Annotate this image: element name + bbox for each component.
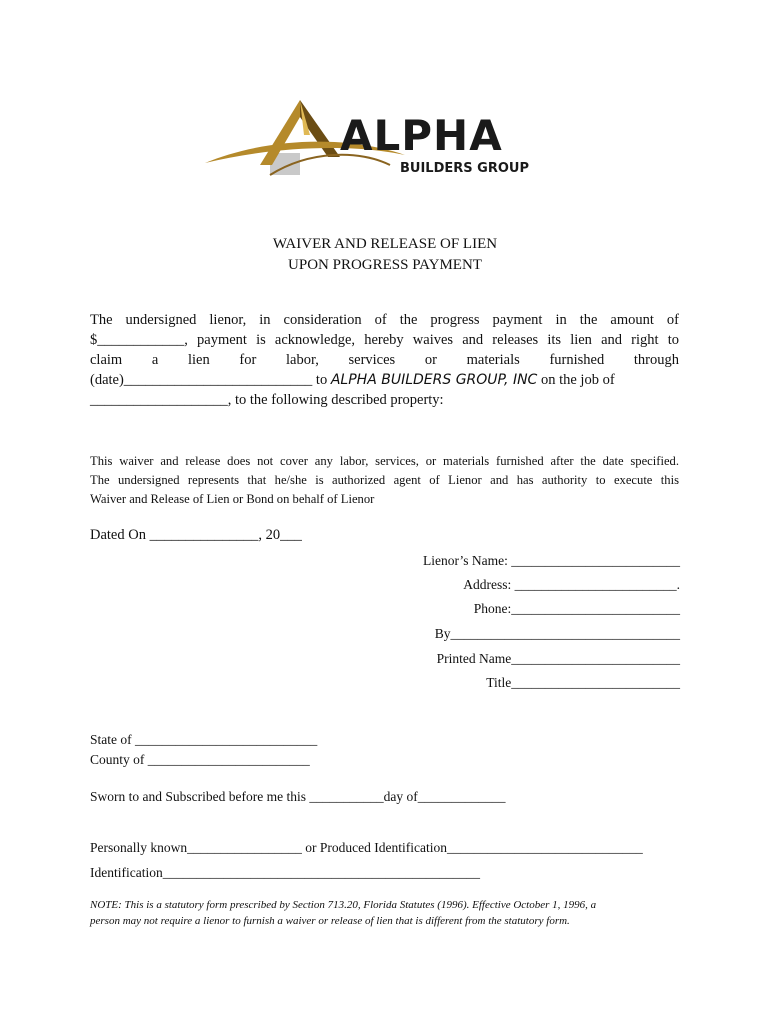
- release-line-5: ___________________, to the following described property:: [90, 392, 444, 408]
- disclaimer-paragraph: [90, 452, 679, 509]
- sworn-subscribed-field: Sworn to and Subscribed before me this ___________day of_____________: [90, 789, 506, 804]
- county-of-field: County of ________________________: [90, 752, 310, 767]
- release-line-1: The undersigned lienor, in consideration of the progress payment in the amount of: [90, 312, 679, 328]
- state-of-field: State of ___________________________: [90, 732, 318, 747]
- logo-brand-text: ALPHA: [340, 111, 503, 160]
- release-line-4-end: on the job of: [537, 372, 615, 388]
- lienor-by-field: By__________________________________: [434, 626, 680, 641]
- disclaimer-line-1: This waiver and release does not cover any labor, services, or materials furnished after the date specified.: [90, 454, 679, 468]
- document-title-line1: WAIVER AND RELEASE OF LIEN: [272, 236, 498, 252]
- logo-tagline-text: BUILDERS GROUP: [400, 161, 529, 176]
- disclaimer-line-2: The undersigned represents that he/she is authorized agent of Lienor and has authority to execute this: [90, 473, 679, 487]
- lienor-printed-name-field: Printed Name_________________________: [436, 651, 680, 666]
- release-line-4: [90, 370, 679, 390]
- lienor-phone-field: Phone:_________________________: [473, 601, 680, 616]
- release-line-2: $____________, payment is acknowledge, hereby waives and releases its lien and right to: [90, 332, 679, 348]
- document-title-line2: UPON PROGRESS PAYMENT: [288, 257, 482, 273]
- lienor-title-field: Title_________________________: [486, 675, 680, 690]
- lienor-address-field: Address: ________________________.: [463, 577, 680, 592]
- dated-on-field: Dated On _______________, 20___: [90, 527, 302, 543]
- statutory-note: [90, 897, 680, 929]
- release-line-4-start: (date)__________________________ to: [90, 372, 331, 388]
- release-line-3: claim a lien for labor, services or materials furnished through: [90, 352, 679, 368]
- company-logo: [200, 95, 570, 185]
- identification-field: Identification_______________________________________________: [90, 865, 480, 880]
- alpha-logo-graphic: [200, 95, 570, 185]
- statutory-note-line-2: person may not require a lienor to furnish a waiver or release of lien that is different from the statutory form.: [90, 915, 570, 927]
- release-paragraph: [90, 310, 679, 410]
- statutory-note-line-1: NOTE: This is a statutory form prescribed by Section 713.20, Florida Statutes (1996). Effective October 1, 1996, a: [90, 899, 597, 911]
- lienor-name-field: Lienor’s Name: _________________________: [423, 553, 680, 568]
- personally-known-field: Personally known_________________ or Produced Identification_____________________________: [90, 840, 643, 855]
- company-name: ALPHA BUILDERS GROUP, INC: [330, 372, 538, 388]
- disclaimer-line-3: Waiver and Release of Lien or Bond on behalf of Lienor: [90, 492, 375, 506]
